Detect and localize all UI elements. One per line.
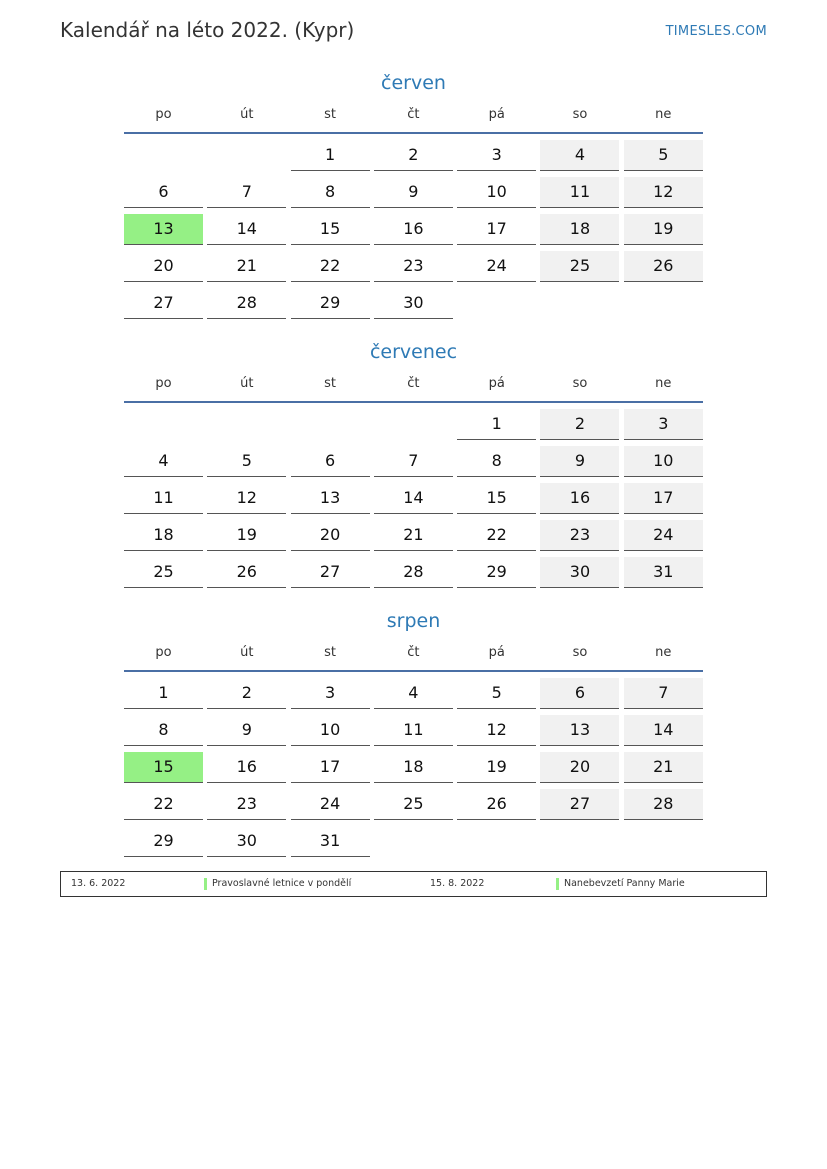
weekday-label: po [155, 645, 172, 660]
month-august [124, 608, 703, 857]
legend-date: 13. 6. 2022 [71, 878, 126, 889]
day-cell: 21 [374, 520, 453, 551]
day-cell: 25 [374, 789, 453, 820]
day-cell: 18 [374, 752, 453, 783]
day-cell: 27 [124, 288, 203, 319]
month-name: červen [381, 72, 446, 94]
day-cell: 10 [624, 446, 703, 477]
day-cell: 10 [291, 715, 370, 746]
weekday-label: ne [655, 376, 672, 391]
weekday-label: út [240, 645, 254, 660]
day-cell: 3 [291, 678, 370, 709]
day-cell: 14 [374, 483, 453, 514]
day-cell: 31 [624, 557, 703, 588]
month-name: srpen [386, 610, 441, 632]
weekday-label: so [572, 107, 588, 122]
weekday-label: út [240, 376, 254, 391]
day-cell: 25 [540, 251, 619, 282]
day-cell: 15 [291, 214, 370, 245]
day-cell: 23 [374, 251, 453, 282]
day-cell: 2 [374, 140, 453, 171]
month-june [124, 70, 703, 319]
day-cell: 29 [457, 557, 536, 588]
day-cell: 2 [207, 678, 286, 709]
day-cell: 28 [207, 288, 286, 319]
day-cell: 23 [207, 789, 286, 820]
weekday-label: pá [488, 376, 505, 391]
day-cell: 7 [374, 446, 453, 477]
day-cell: 19 [457, 752, 536, 783]
day-grid [124, 140, 703, 319]
holiday-day-cell: 13 [124, 214, 203, 245]
day-cell: 16 [207, 752, 286, 783]
day-cell: 1 [457, 409, 536, 440]
weekday-label: ne [655, 107, 672, 122]
weekday-label: čt [407, 376, 420, 391]
day-cell: 26 [457, 789, 536, 820]
day-cell: 19 [207, 520, 286, 551]
day-cell: 22 [457, 520, 536, 551]
day-cell: 1 [124, 678, 203, 709]
day-grid [124, 678, 703, 857]
day-cell: 31 [291, 826, 370, 857]
weekday-label: st [324, 645, 337, 660]
day-cell: 20 [291, 520, 370, 551]
day-cell: 13 [291, 483, 370, 514]
day-cell: 30 [540, 557, 619, 588]
weekday-header [124, 104, 703, 134]
month-july [124, 339, 703, 588]
day-cell: 30 [374, 288, 453, 319]
weekday-header [124, 373, 703, 403]
day-cell: 7 [207, 177, 286, 208]
empty-cell [124, 409, 203, 439]
day-cell: 4 [540, 140, 619, 171]
empty-cell [124, 140, 203, 170]
day-cell: 19 [624, 214, 703, 245]
day-cell: 17 [624, 483, 703, 514]
day-cell: 21 [624, 752, 703, 783]
weekday-label: čt [407, 645, 420, 660]
brand-link[interactable]: TIMESLES.COM [665, 24, 767, 39]
day-cell: 6 [291, 446, 370, 477]
weekday-label: po [155, 376, 172, 391]
day-cell: 27 [291, 557, 370, 588]
day-cell: 12 [457, 715, 536, 746]
day-cell: 15 [457, 483, 536, 514]
day-cell: 20 [124, 251, 203, 282]
day-cell: 28 [624, 789, 703, 820]
day-cell: 24 [624, 520, 703, 551]
legend-holiday-name: Pravoslavné letnice v pondělí [212, 878, 352, 889]
day-cell: 11 [124, 483, 203, 514]
day-cell: 16 [374, 214, 453, 245]
day-cell: 4 [124, 446, 203, 477]
day-cell: 8 [124, 715, 203, 746]
day-cell: 8 [291, 177, 370, 208]
day-cell: 27 [540, 789, 619, 820]
day-cell: 26 [624, 251, 703, 282]
empty-cell [207, 409, 286, 439]
day-cell: 18 [124, 520, 203, 551]
legend-date: 15. 8. 2022 [430, 878, 485, 889]
day-cell: 10 [457, 177, 536, 208]
weekday-label: so [572, 645, 588, 660]
day-cell: 6 [540, 678, 619, 709]
day-cell: 17 [457, 214, 536, 245]
day-cell: 17 [291, 752, 370, 783]
day-cell: 24 [457, 251, 536, 282]
empty-cell [207, 140, 286, 170]
day-cell: 22 [291, 251, 370, 282]
day-cell: 12 [624, 177, 703, 208]
day-cell: 28 [374, 557, 453, 588]
day-cell: 29 [124, 826, 203, 857]
day-cell: 26 [207, 557, 286, 588]
day-cell: 21 [207, 251, 286, 282]
day-cell: 30 [207, 826, 286, 857]
weekday-label: po [155, 107, 172, 122]
empty-cell [291, 409, 370, 439]
day-cell: 11 [540, 177, 619, 208]
day-cell: 5 [457, 678, 536, 709]
legend-holiday-name: Nanebevzetí Panny Marie [564, 878, 685, 889]
day-cell: 14 [624, 715, 703, 746]
day-cell: 5 [207, 446, 286, 477]
weekday-label: st [324, 376, 337, 391]
weekday-header [124, 642, 703, 672]
day-cell: 7 [624, 678, 703, 709]
day-cell: 1 [291, 140, 370, 171]
day-cell: 11 [374, 715, 453, 746]
day-cell: 22 [124, 789, 203, 820]
day-cell: 12 [207, 483, 286, 514]
weekday-label: ne [655, 645, 672, 660]
weekday-label: út [240, 107, 254, 122]
day-cell: 9 [207, 715, 286, 746]
holiday-marker [556, 878, 559, 890]
day-cell: 6 [124, 177, 203, 208]
empty-cell [374, 409, 453, 439]
day-cell: 14 [207, 214, 286, 245]
day-cell: 3 [457, 140, 536, 171]
day-cell: 16 [540, 483, 619, 514]
day-cell: 5 [624, 140, 703, 171]
weekday-label: čt [407, 107, 420, 122]
day-cell: 23 [540, 520, 619, 551]
day-cell: 3 [624, 409, 703, 440]
weekday-label: st [324, 107, 337, 122]
day-cell: 13 [540, 715, 619, 746]
holiday-legend [60, 871, 767, 897]
day-cell: 9 [374, 177, 453, 208]
weekday-label: pá [488, 107, 505, 122]
holiday-day-cell: 15 [124, 752, 203, 783]
month-name: červenec [369, 341, 458, 363]
day-cell: 25 [124, 557, 203, 588]
day-cell: 4 [374, 678, 453, 709]
day-cell: 29 [291, 288, 370, 319]
day-cell: 18 [540, 214, 619, 245]
holiday-marker [204, 878, 207, 890]
day-cell: 20 [540, 752, 619, 783]
day-cell: 8 [457, 446, 536, 477]
day-cell: 2 [540, 409, 619, 440]
day-grid [124, 409, 703, 588]
weekday-label: pá [488, 645, 505, 660]
day-cell: 24 [291, 789, 370, 820]
page-title: Kalendář na léto 2022. (Kypr) [60, 18, 355, 42]
day-cell: 9 [540, 446, 619, 477]
weekday-label: so [572, 376, 588, 391]
